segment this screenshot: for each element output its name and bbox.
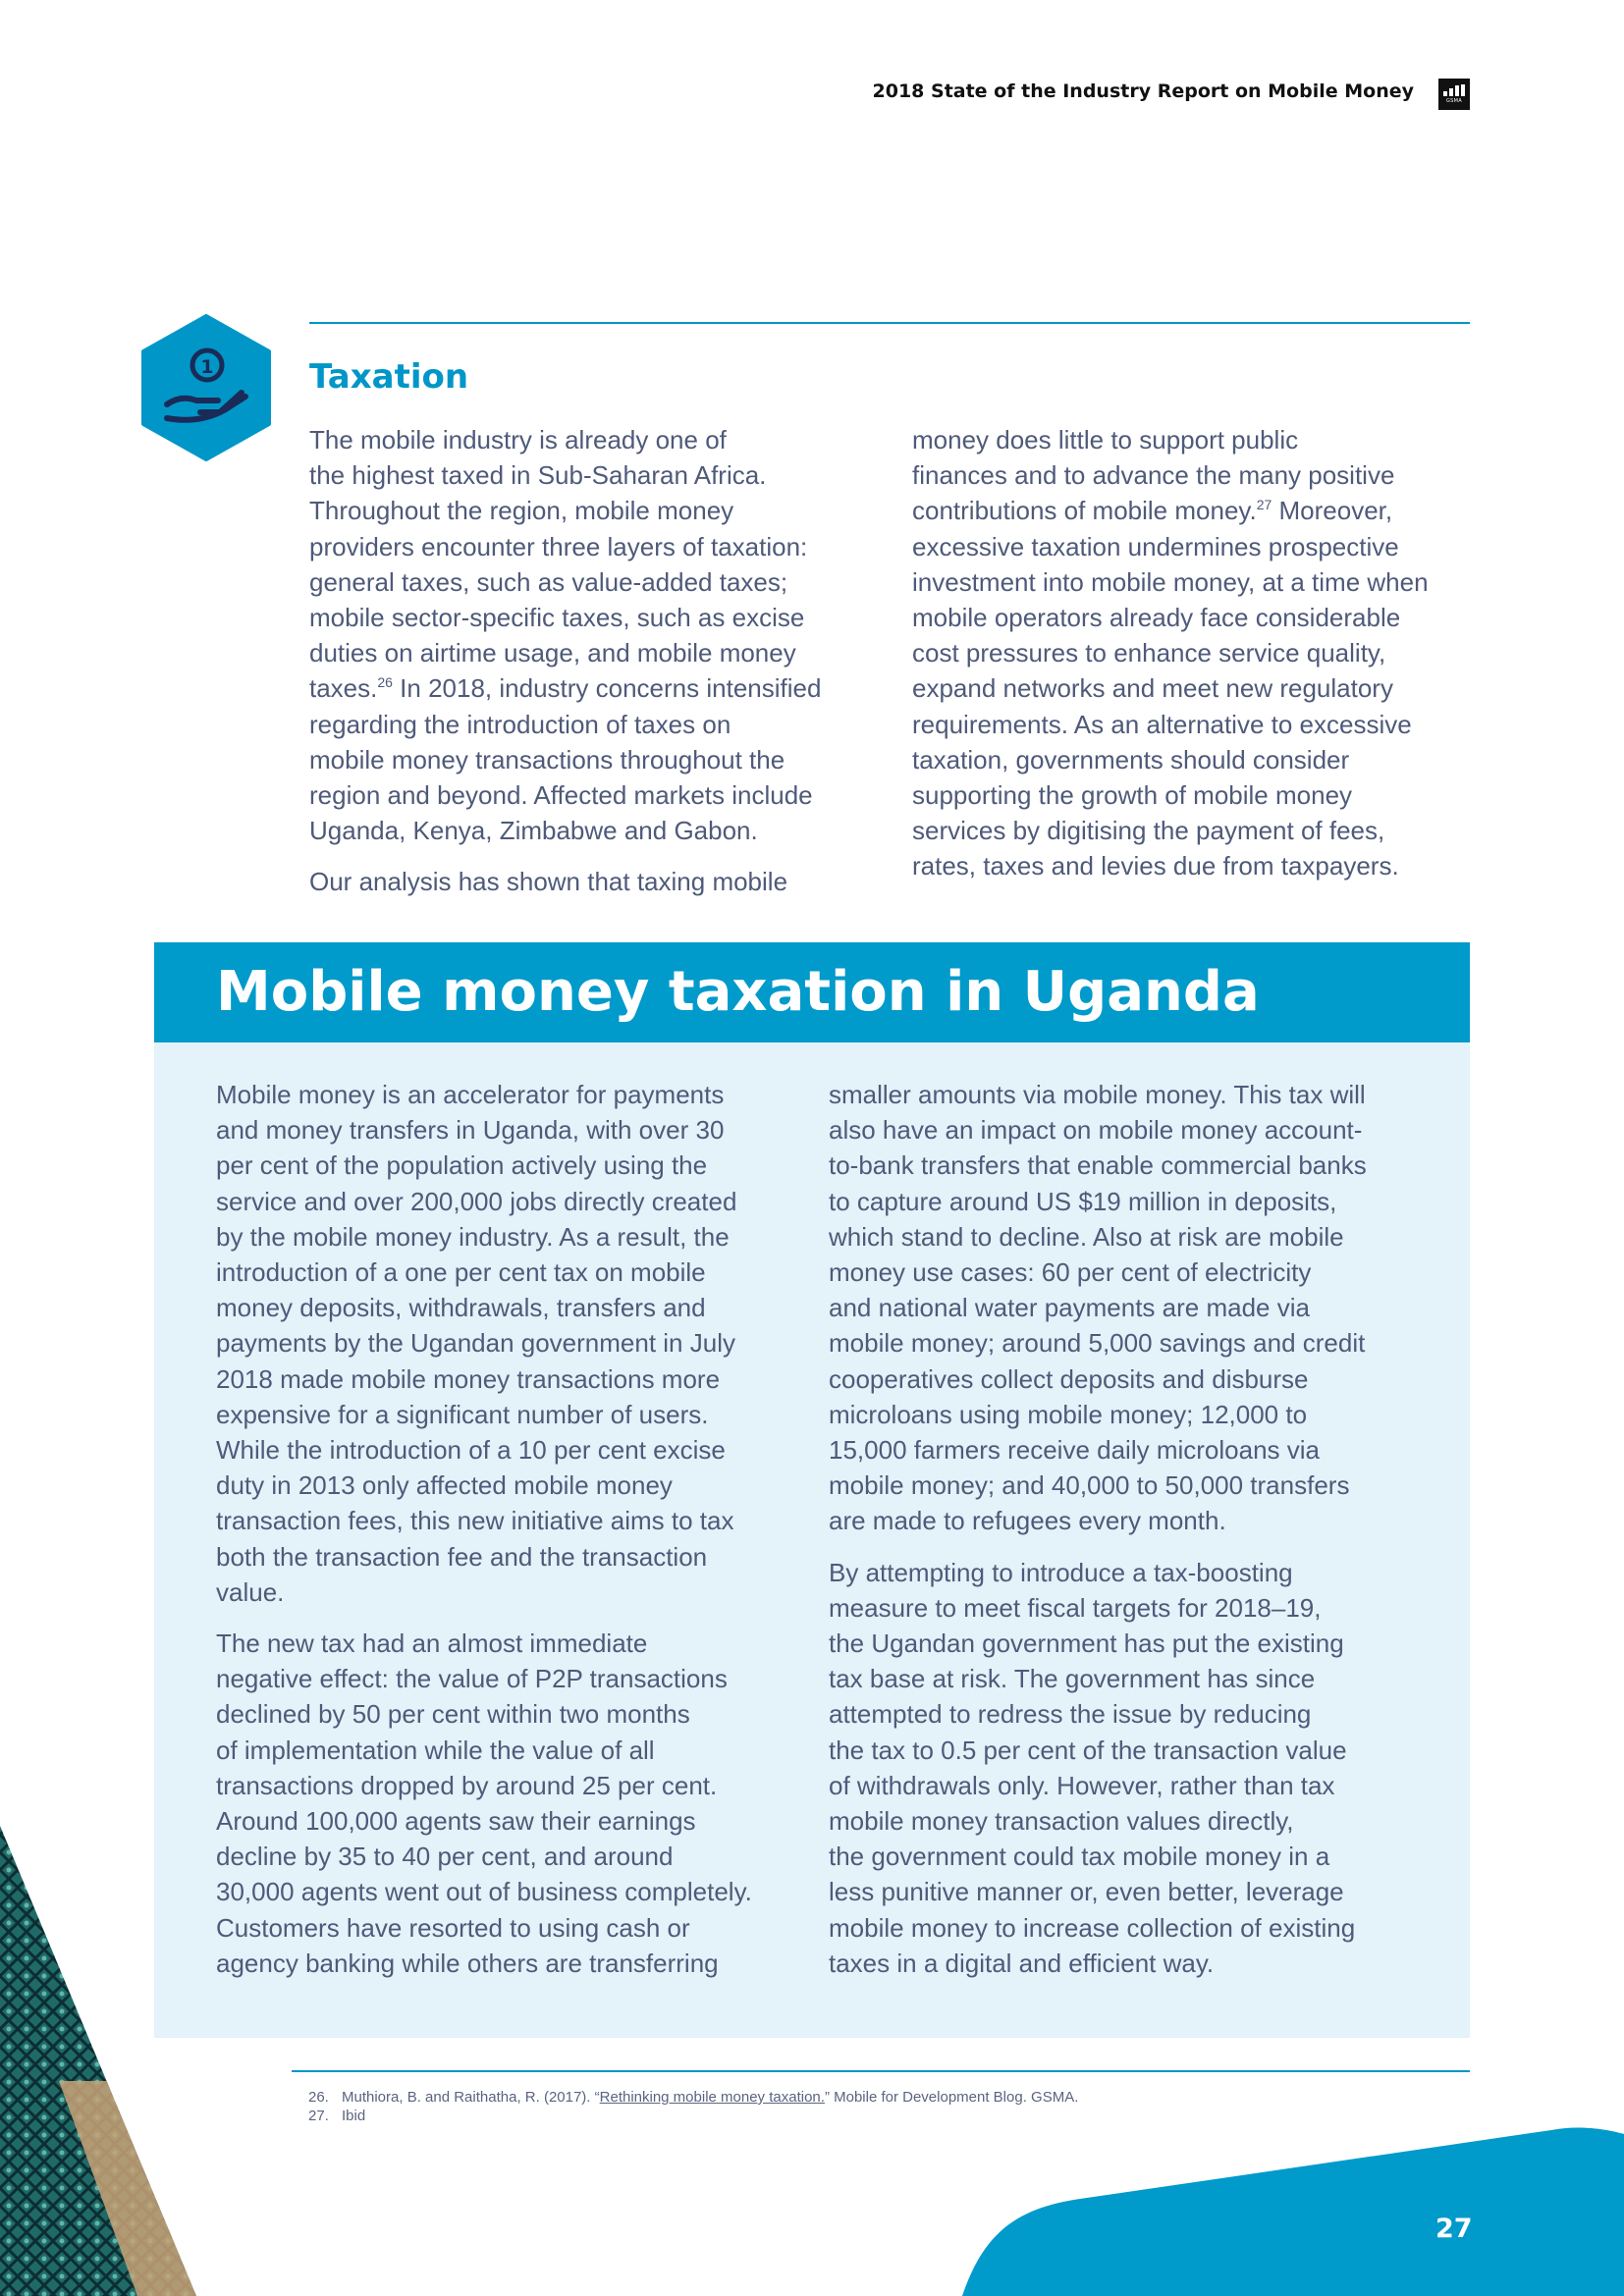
hand-holding-coin-icon — [139, 314, 273, 461]
footnote-reference[interactable]: 27 — [1256, 497, 1272, 513]
footnote-link[interactable]: Rethinking mobile money taxation. — [599, 2089, 825, 2106]
text-line: region and beyond. Affected markets include — [309, 780, 813, 811]
text-line: mobile operators already face considerable — [912, 603, 1401, 633]
footnote-reference[interactable]: 26 — [377, 674, 393, 691]
paragraph — [216, 1626, 752, 1981]
text-line: Uganda, Kenya, Zimbabwe and Gabon. — [309, 816, 758, 846]
gsma-logo — [1438, 79, 1470, 110]
fabric-photo-decoration — [0, 1826, 196, 2296]
text-line: taxation, governments should consider — [912, 744, 1350, 774]
text-line: rates, taxes and levies due from taxpayers. — [912, 851, 1399, 881]
text-line: introduction of a one per cent tax on mobile — [216, 1257, 706, 1288]
text-line: of implementation while the value of all — [216, 1735, 655, 1765]
footnote-text: Muthiora, B. and Raithatha, R. (2017). “ — [342, 2089, 600, 2106]
text-line: providers encounter three layers of taxation: — [309, 531, 808, 561]
case-study-header — [154, 942, 1470, 1042]
text-line: microloans using mobile money; 12,000 to — [829, 1399, 1308, 1429]
text-line: and national water payments are made via — [829, 1293, 1310, 1323]
text-line: transactions dropped by around 25 per cent. — [216, 1770, 718, 1800]
text-line: mobile money; and 40,000 to 50,000 transfers — [829, 1470, 1350, 1501]
text-line: tax base at risk. The government has since — [829, 1664, 1316, 1694]
text-line: duty in 2013 only affected mobile money — [216, 1470, 673, 1501]
text-line: By attempting to introduce a tax-boosting — [829, 1557, 1293, 1587]
text-line: cooperatives collect deposits and disburse — [829, 1363, 1309, 1394]
paragraph — [216, 1077, 752, 1610]
text-line: declined by 50 per cent within two months — [216, 1699, 690, 1730]
gsma-logo-text: GSMA — [1446, 98, 1462, 104]
text-line: also have an impact on mobile money account- — [829, 1115, 1363, 1146]
text-line: the government could tax mobile money in a — [829, 1842, 1330, 1872]
text-line: the highest taxed in Sub-Saharan Africa. — [309, 460, 767, 491]
text-line: requirements. As an alternative to excessive — [912, 709, 1412, 739]
paragraph — [309, 864, 821, 899]
text-line: mobile money transactions throughout the — [309, 744, 785, 774]
text-line: money does little to support public — [912, 425, 1299, 454]
text-line: to-bank transfers that enable commercial banks — [829, 1150, 1367, 1181]
text-line: regarding the introduction of taxes on — [309, 709, 731, 739]
paragraph — [309, 422, 821, 848]
text-line: excessive taxation undermines prospective — [912, 531, 1399, 561]
section-title: Taxation — [309, 357, 469, 397]
text-line: expensive for a significant number of users. — [216, 1399, 709, 1429]
text-line: mobile sector-specific taxes, such as excise — [309, 603, 805, 633]
text-line: taxes.$^{26}$ In 2018, industry concerns intensified — [309, 673, 822, 704]
text-line: the Ugandan government has put the existing — [829, 1629, 1344, 1659]
case-study-left-column — [216, 1077, 752, 1981]
text-line: the tax to 0.5 per cent of the transaction value — [829, 1735, 1347, 1765]
text-line: both the transaction fee and the transaction — [216, 1541, 708, 1572]
footnote-26 — [308, 2088, 1078, 2107]
text-line: mobile money transaction values directly, — [829, 1806, 1294, 1837]
text-line: of withdrawals only. However, rather than tax — [829, 1770, 1335, 1800]
text-line: investment into mobile money, at a time when — [912, 566, 1429, 597]
paragraph — [912, 422, 1429, 884]
text-line: and money transfers in Uganda, with over 30 — [216, 1115, 725, 1146]
text-line: agency banking while others are transferring — [216, 1948, 719, 1978]
text-line: money deposits, withdrawals, transfers and — [216, 1293, 706, 1323]
text-line: payments by the Ugandan government in July — [216, 1328, 735, 1359]
text-line: contributions of mobile money.$^{27}$ Moreover, — [912, 496, 1393, 526]
text-line: less punitive manner or, even better, leverage — [829, 1877, 1344, 1907]
text-line: smaller amounts via mobile money. This tax will — [829, 1080, 1366, 1109]
text-line: decline by 35 to 40 per cent, and around — [216, 1842, 674, 1872]
report-title: 2018 State of the Industry Report on Mobile Money — [872, 80, 1414, 102]
case-study-right-column — [829, 1077, 1367, 1981]
text-line: 15,000 farmers receive daily microloans via — [829, 1435, 1320, 1466]
text-line: which stand to decline. Also at risk are mobile — [829, 1221, 1344, 1252]
text-line: service and over 200,000 jobs directly created — [216, 1186, 737, 1216]
footnote-text: ” Mobile for Development Blog. GSMA. — [824, 2089, 1079, 2106]
page-number: 27 — [1435, 2214, 1473, 2244]
text-line: mobile money to increase collection of existing — [829, 1912, 1356, 1943]
text-line: Around 100,000 agents saw their earnings — [216, 1806, 696, 1837]
text-line: mobile money; around 5,000 savings and credit — [829, 1328, 1366, 1359]
text-line: are made to refugees every month. — [829, 1506, 1226, 1536]
text-line: While the introduction of a 10 per cent excise — [216, 1435, 726, 1466]
taxation-right-column — [912, 422, 1429, 884]
footnote-text: Ibid — [342, 2108, 366, 2124]
text-line: 30,000 agents went out of business completely. — [216, 1877, 752, 1907]
text-line: per cent of the population actively using the — [216, 1150, 708, 1181]
case-study-title: Mobile money taxation in Uganda — [216, 960, 1260, 1024]
text-line: Customers have resorted to using cash or — [216, 1912, 690, 1943]
text-line: 2018 made mobile money transactions more — [216, 1363, 721, 1394]
text-line: expand networks and meet new regulatory — [912, 673, 1393, 704]
footnote-number: 27. — [308, 2108, 329, 2124]
text-line: negative effect: the value of P2P transactions — [216, 1664, 728, 1694]
svg-text:1: 1 — [200, 356, 214, 378]
paragraph — [829, 1555, 1367, 1981]
text-line: measure to meet fiscal targets for 2018–19, — [829, 1592, 1322, 1623]
text-line: cost pressures to enhance service quality, — [912, 638, 1386, 668]
text-line: general taxes, such as value-added taxes; — [309, 566, 788, 597]
paragraph — [829, 1077, 1367, 1539]
text-line: transaction fees, this new initiative aims to tax — [216, 1506, 734, 1536]
text-line: The new tax had an almost immediate — [216, 1629, 648, 1659]
taxation-left-column — [309, 422, 821, 900]
text-line: taxes in a digital and efficient way. — [829, 1948, 1215, 1978]
text-line: by the mobile money industry. As a result, the — [216, 1221, 730, 1252]
footnote-divider — [292, 2070, 1470, 2072]
corner-shape-decoration — [943, 2120, 1624, 2296]
text-line: services by digitising the payment of fees, — [912, 816, 1385, 846]
text-line: attempted to redress the issue by reducing — [829, 1699, 1312, 1730]
text-line: Mobile money is an accelerator for payments — [216, 1080, 725, 1109]
section-divider — [309, 322, 1470, 324]
text-line: finances and to advance the many positive — [912, 460, 1395, 491]
footnote-number: 26. — [308, 2089, 329, 2106]
text-line: duties on airtime usage, and mobile money — [309, 638, 796, 668]
text-line: value. — [216, 1576, 285, 1607]
text-line: to capture around US $19 million in deposits, — [829, 1186, 1337, 1216]
text-line: Our analysis has shown that taxing mobile — [309, 867, 788, 897]
text-line: supporting the growth of mobile money — [912, 780, 1353, 811]
text-line: money use cases: 60 per cent of electricity — [829, 1257, 1312, 1288]
text-line: The mobile industry is already one of — [309, 425, 727, 454]
text-line: Throughout the region, mobile money — [309, 496, 734, 526]
